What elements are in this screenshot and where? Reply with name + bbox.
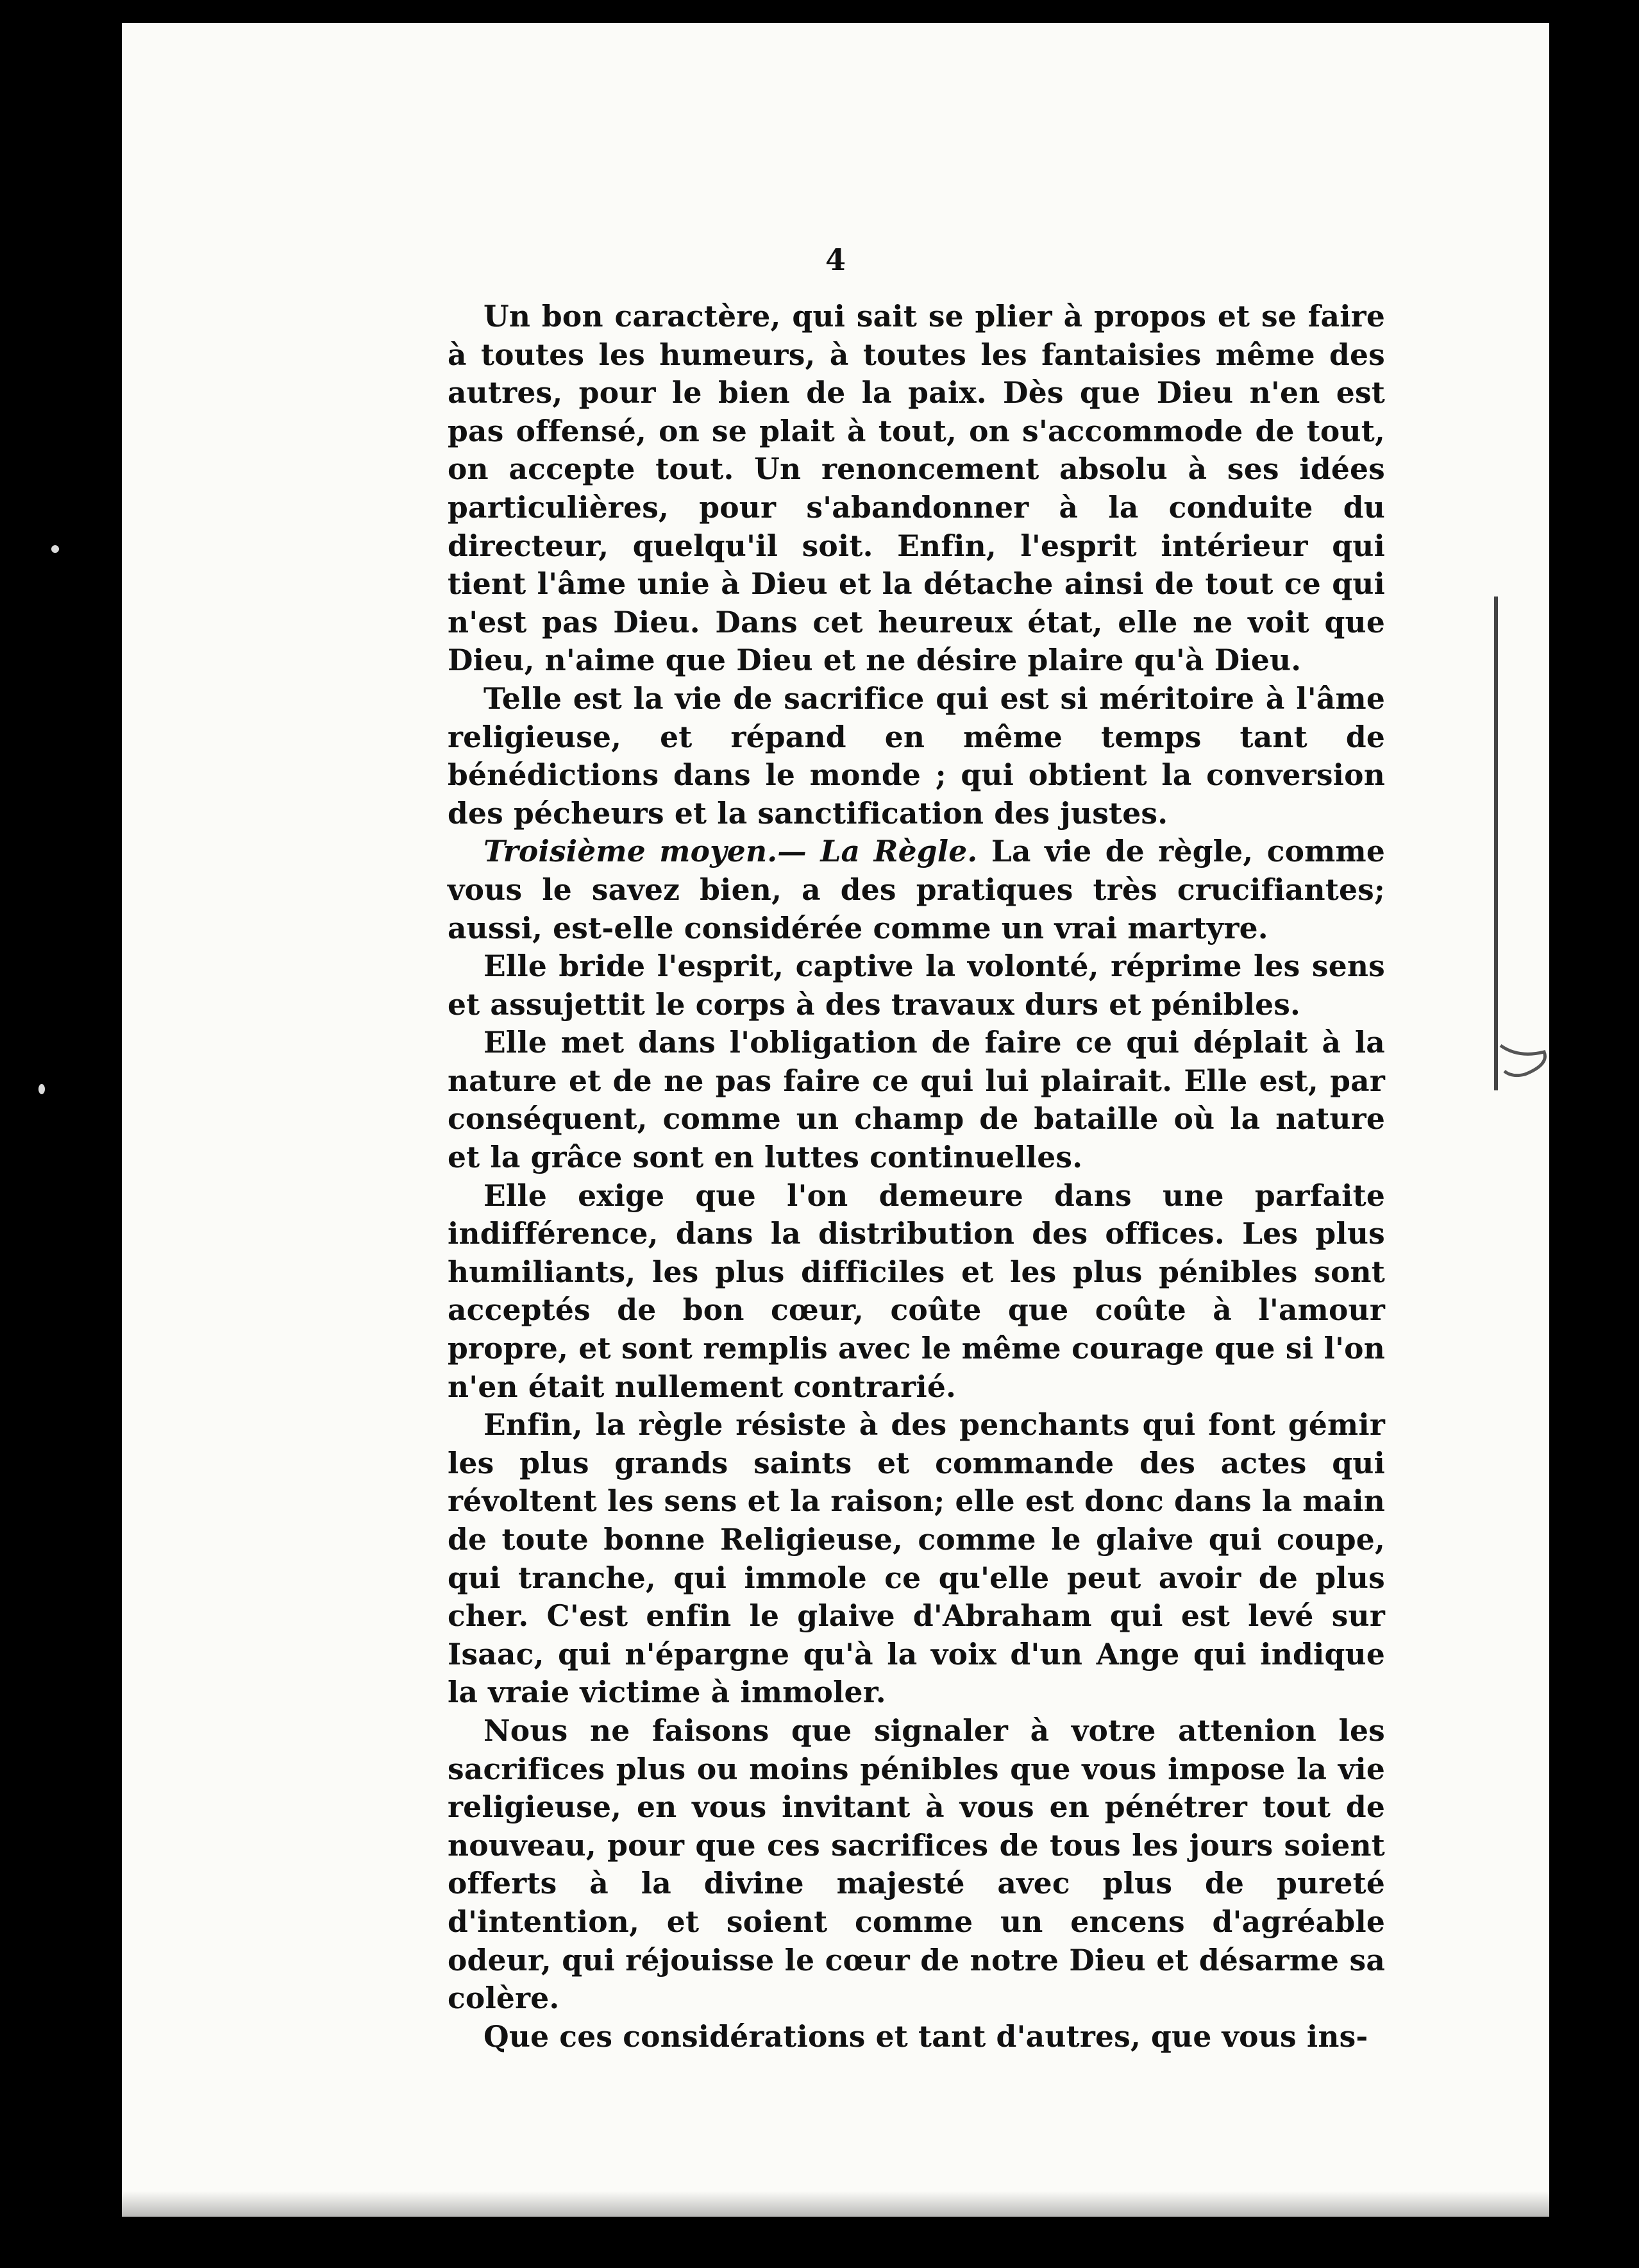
margin-bracket-line — [1494, 597, 1498, 1090]
paragraph-text: Un bon caractère, qui sait se plier à propos et se faire à toutes les humeurs, à toutes les fantaisies même des autres, pour le bien de la paix. Dès que Dieu n'en est pas offensé, on se plait à tout, on s'accommode de tout, on accepte tout. Un renoncement absolu à ses idées particulières, pour s'abandonner à la conduite du directeur, quelqu'il soit. Enfin, l'esprit intérieur qui tient l'âme unie à Dieu et la détache ainsi de tout ce qui n'est pas Dieu. Dans cet heureux état, elle ne voit que Dieu, n'aime que Dieu et ne désire plaire qu'à Dieu. — [448, 299, 1385, 678]
scan-speck — [38, 1084, 45, 1094]
paragraph — [448, 1177, 1385, 1407]
paragraph-text: Telle est la vie de sacrifice qui est si méritoire à l'âme religieuse, et répand en même temps tant de bénédictions dans le monde ; qui obtient la conversion des pécheurs et la sanctification des justes. — [448, 681, 1385, 831]
scan-speck — [51, 545, 59, 553]
paragraph — [448, 947, 1385, 1024]
paragraph-text: La vie de règle, comme vous le savez bien, a des pratiques très crucifiantes; aussi, est-elle considérée comme un vrai martyre. — [448, 834, 1385, 945]
paragraph-text: Elle bride l'esprit, captive la volonté, réprime les sens et assujettit le corps à des travaux durs et pénibles. — [448, 949, 1385, 1022]
paragraph — [448, 680, 1385, 833]
paragraph-text: Elle met dans l'obligation de faire ce qui déplait à la nature et de ne pas faire ce qui lui plairait. Elle est, par conséquent, comme un champ de bataille où la nature et la grâce sont en luttes continuelles. — [448, 1025, 1385, 1175]
page-bottom-edge — [122, 2191, 1549, 2217]
page-number: 4 — [825, 242, 846, 277]
paragraph-text: Que ces considérations et tant d'autres, que vous ins- — [483, 2018, 1368, 2054]
paragraph — [448, 1406, 1385, 1712]
section-heading-lead: Troisième moyen.— La Règle. — [483, 834, 978, 869]
margin-bracket-hook — [1499, 1039, 1551, 1084]
paragraph — [448, 2018, 1385, 2056]
document-page — [122, 23, 1549, 2217]
paragraph — [448, 833, 1385, 947]
paragraph — [448, 1712, 1385, 2018]
paragraph-text: Nous ne faisons que signaler à votre attenion les sacrifices plus ou moins pénibles que vous impose la vie religieuse, en vous invitant à vous en pénétrer tout de nouveau, pour que ces sacrifices de tous les jours soient offerts à la divine majesté avec plus de pureté d'intention, et soient comme un encens d'agréable odeur, qui réjouisse le cœur de notre Dieu et désarme sa colère. — [448, 1713, 1385, 2016]
body-text — [448, 298, 1385, 2056]
paragraph-text: Enfin, la règle résiste à des penchants qui font gémir les plus grands saints et commande des actes qui révoltent les sens et la raison; elle est donc dans la main de toute bonne Religieuse, comme le glaive qui coupe, qui tranche, qui immole ce qu'elle peut avoir de plus cher. C'est enfin le glaive d'Abraham qui est levé sur Isaac, qui n'épargne qu'à la voix d'un Ange qui indique la vraie victime à immoler. — [448, 1407, 1385, 1710]
paragraph — [448, 1024, 1385, 1176]
paragraph-text: Elle exige que l'on demeure dans une parfaite indifférence, dans la distribution des offices. Les plus humiliants, les plus difficiles et les plus pénibles sont acceptés de bon cœur, coûte que coûte à l'amour propre, et sont remplis avec le même courage que si l'on n'en était nullement contrarié. — [448, 1178, 1385, 1404]
paragraph — [448, 298, 1385, 680]
